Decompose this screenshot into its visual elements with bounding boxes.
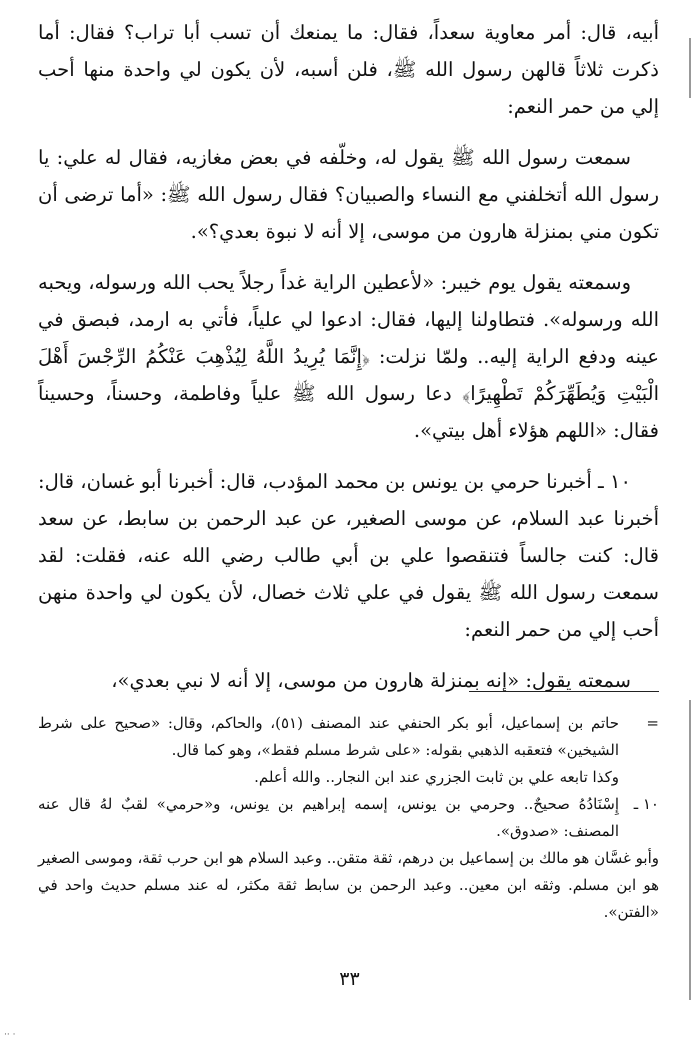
paragraph-5: سمعته يقول: «إنه بمنزلة هارون من موسى، إلا أنه لا نبي بعدي»، bbox=[111, 669, 631, 692]
scan-edge-mark bbox=[689, 38, 691, 98]
footnote-line: وأبو غسَّان هو مالك بن إسماعيل بن درهم، ثقة متقن.. وعبد السلام هو ابن حرب ثقة، وموسى الصغير هو ابن مسلم. وثقه ابن معين.. وعبد الرحمن بن سابط ثقة مكثر، له عند مسلم حديث واحد في «الفتن». bbox=[38, 849, 659, 921]
paragraph-1: أبيه، قال: أمر معاوية سعداً، فقال: ما يمنعك أن تسب أبا تراب؟ فقال: أما ذكرت ثلاثاً قالهن رسول الله ﷺ، فلن أسبه، لأن يكون لي واحدة منها أحب إلي من حمر النعم: bbox=[38, 21, 659, 118]
footnote-line: إِسْنَادُهُ صحيحٌ.. وحرمي بن يونس، إسمه إبراهيم بن يونس، و«حرمي» لقبٌ لهُ قال عنه المصنف: «صدوق». bbox=[38, 795, 619, 840]
scan-edge-mark bbox=[689, 700, 691, 1000]
footnote-continuation bbox=[38, 710, 659, 764]
footnote-continuation-marker: = bbox=[646, 714, 659, 732]
footnote-line: حاتم بن إسماعيل، أبو بكر الحنفي عند المصنف (٥١)، والحاكم، وقال: «صحيح على شرط الشيخين» فتعقبه الذهبي بقوله: «على شرط مسلم فقط»، وهو كما قال. bbox=[38, 714, 619, 759]
footnotes bbox=[38, 710, 659, 926]
footnote-divider bbox=[469, 691, 659, 692]
paragraph-2: سمعت رسول الله ﷺ يقول له، وخلّفه في بعض مغازيه، فقال له علي: يا رسول الله أتخلفني مع النساء والصبيان؟ فقال رسول الله ﷺ: «أما ترضى أن تكون مني بمنزلة هارون من موسى، إلا أنه لا نبوة بعدي؟». bbox=[38, 146, 659, 243]
paragraph-hadith-10: ١٠ ـ أخبرنا حرمي بن يونس بن محمد المؤدب، قال: أخبرنا أبو غسان، قال: أخبرنا عبد السلام، عن موسى الصغير، عن عبد الرحمن بن سابط، عن سعد قال: كنت جالساً فتنقصوا علي بن أبي طالب رضي الله عنه، فقلت: لقد سمعت رسول الله ﷺ يقول في علي ثلاث خصال، لأن يكون لي واحدة منهن أحب إلي من حمر النعم: bbox=[38, 470, 659, 641]
scan-specks: ·· · bbox=[4, 1030, 16, 1040]
footnote-10 bbox=[38, 791, 659, 845]
paragraph-3: وسمعته يقول يوم خيبر: «لأعطين الراية غداً رجلاً يحب الله ورسوله، ويحبه الله ورسوله». فتطاولنا إليها، فقال: ادعوا لي علياً، فأتي به ارمد، فبصق في عينه ودفع الراية إليه.. ولمّا نزلت: ﴿إِنَّمَا يُرِيدُ اللَّهُ لِيُذْهِبَ عَنْكُمُ الرِّجْسَ أَهْلَ الْبَيْتِ وَيُطَهِّرَكُمْ تَطْهِيرًا﴾ دعا رسول الله ﷺ علياً وفاطمة، وحسناً، وحسيناً فقال: «اللهم هؤلاء أهل بيتي». bbox=[38, 271, 659, 442]
page-number: ٣٣ bbox=[339, 968, 360, 990]
main-text bbox=[38, 14, 659, 699]
footnote-line: وكذا تابعه علي بن ثابت الجزري عند ابن النجار.. والله أعلم. bbox=[254, 768, 619, 786]
footnote-number: ١٠ ـ bbox=[633, 795, 659, 813]
